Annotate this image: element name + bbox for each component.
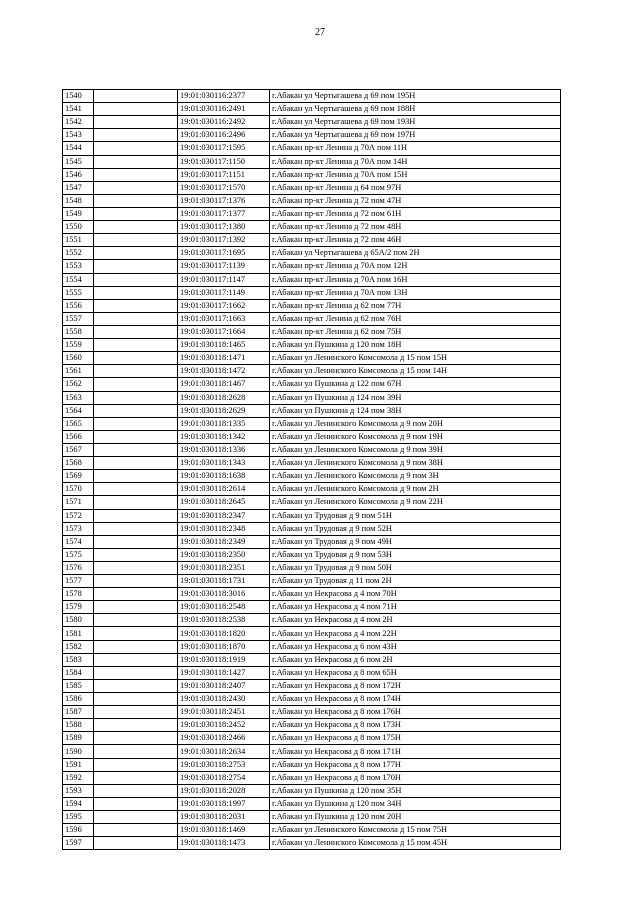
blank-cell: [94, 837, 178, 850]
address-cell: г.Абакан ул Некрасова д 8 пом 176Н: [270, 706, 561, 719]
cadastral-number-cell: 19:01:030118:2349: [178, 535, 270, 548]
table-row: [63, 443, 561, 456]
cadastral-number-cell: 19:01:030118:1465: [178, 339, 270, 352]
blank-cell: [94, 797, 178, 810]
blank-cell: [94, 811, 178, 824]
blank-cell: [94, 325, 178, 338]
row-number-cell: 1594: [63, 797, 94, 810]
cadastral-number-cell: 19:01:030118:1473: [178, 837, 270, 850]
address-cell: г.Абакан ул Трудовая д 9 пом 52Н: [270, 522, 561, 535]
blank-cell: [94, 404, 178, 417]
address-cell: г.Абакан пр-кт Ленина д 70А пом 15Н: [270, 168, 561, 181]
address-cell: г.Абакан ул Некрасова д 8 пом 174Н: [270, 693, 561, 706]
row-number-cell: 1597: [63, 837, 94, 850]
blank-cell: [94, 90, 178, 103]
table-row: [63, 116, 561, 129]
address-cell: г.Абакан ул Трудовая д 9 пом 51Н: [270, 509, 561, 522]
blank-cell: [94, 273, 178, 286]
cadastral-number-cell: 19:01:030118:1820: [178, 627, 270, 640]
row-number-cell: 1580: [63, 614, 94, 627]
table-row: [63, 260, 561, 273]
table-row: [63, 693, 561, 706]
address-cell: г.Абакан ул Ленинского Комсомола д 9 пом 3Н: [270, 470, 561, 483]
row-number-cell: 1567: [63, 443, 94, 456]
address-cell: г.Абакан пр-кт Ленина д 64 пом 97Н: [270, 181, 561, 194]
cadastral-number-cell: 19:01:030118:1427: [178, 666, 270, 679]
address-cell: г.Абакан пр-кт Ленина д 70А пом 14Н: [270, 155, 561, 168]
table-row: [63, 706, 561, 719]
row-number-cell: 1588: [63, 719, 94, 732]
row-number-cell: 1550: [63, 221, 94, 234]
blank-cell: [94, 365, 178, 378]
blank-cell: [94, 824, 178, 837]
blank-cell: [94, 391, 178, 404]
cadastral-number-cell: 19:01:030117:1151: [178, 168, 270, 181]
row-number-cell: 1590: [63, 745, 94, 758]
blank-cell: [94, 129, 178, 142]
blank-cell: [94, 470, 178, 483]
address-cell: г.Абакан пр-кт Ленина д 70А пом 16Н: [270, 273, 561, 286]
address-cell: г.Абакан ул Некрасова д 8 пом 170Н: [270, 771, 561, 784]
row-number-cell: 1548: [63, 194, 94, 207]
cadastral-number-cell: 19:01:030118:2452: [178, 719, 270, 732]
row-number-cell: 1595: [63, 811, 94, 824]
cadastral-number-cell: 19:01:030118:1471: [178, 352, 270, 365]
cadastral-number-cell: 19:01:030118:2538: [178, 614, 270, 627]
row-number-cell: 1568: [63, 457, 94, 470]
blank-cell: [94, 116, 178, 129]
row-number-cell: 1591: [63, 758, 94, 771]
cadastral-number-cell: 19:01:030117:1662: [178, 299, 270, 312]
cadastral-number-cell: 19:01:030118:1467: [178, 378, 270, 391]
table-row: [63, 561, 561, 574]
row-number-cell: 1583: [63, 653, 94, 666]
blank-cell: [94, 352, 178, 365]
row-number-cell: 1589: [63, 732, 94, 745]
cadastral-number-cell: 19:01:030118:2754: [178, 771, 270, 784]
table-row: [63, 339, 561, 352]
cadastral-number-cell: 19:01:030118:2466: [178, 732, 270, 745]
table-row: [63, 234, 561, 247]
blank-cell: [94, 181, 178, 194]
table-row: [63, 365, 561, 378]
row-number-cell: 1540: [63, 90, 94, 103]
table-row: [63, 391, 561, 404]
address-cell: г.Абакан пр-кт Ленина д 72 пом 48Н: [270, 221, 561, 234]
blank-cell: [94, 561, 178, 574]
blank-cell: [94, 614, 178, 627]
blank-cell: [94, 443, 178, 456]
row-number-cell: 1578: [63, 588, 94, 601]
row-number-cell: 1566: [63, 430, 94, 443]
table-row: [63, 129, 561, 142]
row-number-cell: 1575: [63, 548, 94, 561]
blank-cell: [94, 706, 178, 719]
address-cell: г.Абакан ул Пушкина д 124 пом 38Н: [270, 404, 561, 417]
cadastral-number-cell: 19:01:030118:1472: [178, 365, 270, 378]
cadastral-number-cell: 19:01:030117:1377: [178, 207, 270, 220]
address-cell: г.Абакан ул Чертыгашева д 65А/2 пом 2Н: [270, 247, 561, 260]
row-number-cell: 1571: [63, 496, 94, 509]
row-number-cell: 1582: [63, 640, 94, 653]
blank-cell: [94, 142, 178, 155]
row-number-cell: 1570: [63, 483, 94, 496]
cadastral-number-cell: 19:01:030118:2350: [178, 548, 270, 561]
cadastral-number-cell: 19:01:030116:2496: [178, 129, 270, 142]
address-cell: г.Абакан ул Чертыгашева д 69 пом 188Н: [270, 103, 561, 116]
blank-cell: [94, 496, 178, 509]
row-number-cell: 1553: [63, 260, 94, 273]
table-row: [63, 548, 561, 561]
blank-cell: [94, 601, 178, 614]
address-cell: г.Абакан ул Ленинского Комсомола д 9 пом 19Н: [270, 430, 561, 443]
cadastral-number-cell: 19:01:030117:1570: [178, 181, 270, 194]
blank-cell: [94, 378, 178, 391]
cadastral-number-cell: 19:01:030118:1731: [178, 575, 270, 588]
table-row: [63, 312, 561, 325]
row-number-cell: 1554: [63, 273, 94, 286]
cadastral-number-cell: 19:01:030118:2430: [178, 693, 270, 706]
table-row: [63, 286, 561, 299]
address-cell: г.Абакан ул Некрасова д 4 пом 2Н: [270, 614, 561, 627]
table-row: [63, 273, 561, 286]
blank-cell: [94, 653, 178, 666]
table-row: [63, 784, 561, 797]
cadastral-number-cell: 19:01:030116:2491: [178, 103, 270, 116]
table-row: [63, 483, 561, 496]
cadastral-number-cell: 19:01:030117:1147: [178, 273, 270, 286]
table-row: [63, 299, 561, 312]
blank-cell: [94, 784, 178, 797]
blank-cell: [94, 693, 178, 706]
address-cell: г.Абакан ул Пушкина д 120 пом 34Н: [270, 797, 561, 810]
table-row: [63, 679, 561, 692]
table-row: [63, 758, 561, 771]
cadastral-number-cell: 19:01:030117:1664: [178, 325, 270, 338]
table-row: [63, 207, 561, 220]
address-cell: г.Абакан ул Пушкина д 122 пом 67Н: [270, 378, 561, 391]
cadastral-number-cell: 19:01:030118:1343: [178, 457, 270, 470]
table-row: [63, 194, 561, 207]
cadastral-number-cell: 19:01:030118:1997: [178, 797, 270, 810]
blank-cell: [94, 535, 178, 548]
address-cell: г.Абакан пр-кт Ленина д 62 пом 77Н: [270, 299, 561, 312]
address-cell: г.Абакан ул Некрасова д 8 пом 173Н: [270, 719, 561, 732]
table-row: [63, 771, 561, 784]
blank-cell: [94, 575, 178, 588]
address-cell: г.Абакан ул Трудовая д 9 пом 50Н: [270, 561, 561, 574]
blank-cell: [94, 588, 178, 601]
table-row: [63, 811, 561, 824]
address-cell: г.Абакан ул Ленинского Комсомола д 15 пом 75Н: [270, 824, 561, 837]
row-number-cell: 1596: [63, 824, 94, 837]
table-row: [63, 168, 561, 181]
address-cell: г.Абакан ул Ленинского Комсомола д 9 пом 22Н: [270, 496, 561, 509]
cadastral-number-cell: 19:01:030118:1919: [178, 653, 270, 666]
blank-cell: [94, 771, 178, 784]
row-number-cell: 1546: [63, 168, 94, 181]
row-number-cell: 1555: [63, 286, 94, 299]
blank-cell: [94, 548, 178, 561]
row-number-cell: 1558: [63, 325, 94, 338]
blank-cell: [94, 221, 178, 234]
cadastral-number-cell: 19:01:030118:1870: [178, 640, 270, 653]
cadastral-number-cell: 19:01:030118:2407: [178, 679, 270, 692]
table-row: [63, 522, 561, 535]
row-number-cell: 1584: [63, 666, 94, 679]
table-row: [63, 496, 561, 509]
address-cell: г.Абакан ул Некрасова д 8 пом 65Н: [270, 666, 561, 679]
row-number-cell: 1552: [63, 247, 94, 260]
address-cell: г.Абакан ул Ленинского Комсомола д 15 пом 45Н: [270, 837, 561, 850]
row-number-cell: 1587: [63, 706, 94, 719]
address-cell: г.Абакан ул Некрасова д 4 пом 22Н: [270, 627, 561, 640]
address-cell: г.Абакан ул Трудовая д 9 пом 49Н: [270, 535, 561, 548]
cadastral-number-cell: 19:01:030116:2492: [178, 116, 270, 129]
cadastral-number-cell: 19:01:030118:3016: [178, 588, 270, 601]
blank-cell: [94, 640, 178, 653]
table-row: [63, 601, 561, 614]
row-number-cell: 1542: [63, 116, 94, 129]
cadastral-number-cell: 19:01:030117:1392: [178, 234, 270, 247]
address-cell: г.Абакан ул Некрасова д 8 пом 172Н: [270, 679, 561, 692]
row-number-cell: 1559: [63, 339, 94, 352]
blank-cell: [94, 260, 178, 273]
row-number-cell: 1581: [63, 627, 94, 640]
address-cell: г.Абакан ул Некрасова д 4 пом 71Н: [270, 601, 561, 614]
address-cell: г.Абакан ул Некрасова д 6 пом 43Н: [270, 640, 561, 653]
address-cell: г.Абакан ул Ленинского Комсомола д 15 пом 15Н: [270, 352, 561, 365]
address-cell: г.Абакан ул Пушкина д 120 пом 35Н: [270, 784, 561, 797]
address-cell: г.Абакан пр-кт Ленина д 72 пом 46Н: [270, 234, 561, 247]
cadastral-number-cell: 19:01:030118:2347: [178, 509, 270, 522]
row-number-cell: 1562: [63, 378, 94, 391]
blank-cell: [94, 286, 178, 299]
table-row: [63, 417, 561, 430]
row-number-cell: 1564: [63, 404, 94, 417]
address-cell: г.Абакан ул Пушкина д 124 пом 39Н: [270, 391, 561, 404]
row-number-cell: 1544: [63, 142, 94, 155]
table-row: [63, 732, 561, 745]
address-cell: г.Абакан ул Пушкина д 120 пом 20Н: [270, 811, 561, 824]
table-row: [63, 142, 561, 155]
row-number-cell: 1549: [63, 207, 94, 220]
address-cell: г.Абакан пр-кт Ленина д 70А пом 13Н: [270, 286, 561, 299]
blank-cell: [94, 745, 178, 758]
blank-cell: [94, 522, 178, 535]
blank-cell: [94, 207, 178, 220]
blank-cell: [94, 103, 178, 116]
table-row: [63, 352, 561, 365]
address-cell: г.Абакан ул Трудовая д 11 пом 2Н: [270, 575, 561, 588]
table-row: [63, 90, 561, 103]
row-number-cell: 1574: [63, 535, 94, 548]
blank-cell: [94, 430, 178, 443]
blank-cell: [94, 679, 178, 692]
address-cell: г.Абакан пр-кт Ленина д 70А пом 12Н: [270, 260, 561, 273]
table-row: [63, 824, 561, 837]
blank-cell: [94, 234, 178, 247]
row-number-cell: 1586: [63, 693, 94, 706]
table-row: [63, 404, 561, 417]
table-row: [63, 470, 561, 483]
table-row: [63, 457, 561, 470]
page-number: 27: [315, 27, 325, 38]
row-number-cell: 1551: [63, 234, 94, 247]
address-cell: г.Абакан ул Ленинского Комсомола д 9 пом 20Н: [270, 417, 561, 430]
cadastral-number-cell: 19:01:030117:1595: [178, 142, 270, 155]
cadastral-number-cell: 19:01:030117:1139: [178, 260, 270, 273]
address-cell: г.Абакан пр-кт Ленина д 72 пом 47Н: [270, 194, 561, 207]
address-cell: г.Абакан ул Чертыгашева д 69 пом 197Н: [270, 129, 561, 142]
cadastral-number-cell: 19:01:030118:1336: [178, 443, 270, 456]
row-number-cell: 1593: [63, 784, 94, 797]
row-number-cell: 1545: [63, 155, 94, 168]
blank-cell: [94, 758, 178, 771]
property-registry-table: [62, 89, 561, 850]
table-row: [63, 535, 561, 548]
cadastral-number-cell: 19:01:030118:2351: [178, 561, 270, 574]
row-number-cell: 1573: [63, 522, 94, 535]
address-cell: г.Абакан ул Некрасова д 8 пом 175Н: [270, 732, 561, 745]
address-cell: г.Абакан ул Ленинского Комсомола д 15 пом 14Н: [270, 365, 561, 378]
blank-cell: [94, 155, 178, 168]
address-cell: г.Абакан ул Некрасова д 6 пом 2Н: [270, 653, 561, 666]
table-row: [63, 588, 561, 601]
table-row: [63, 666, 561, 679]
cadastral-number-cell: 19:01:030118:2753: [178, 758, 270, 771]
row-number-cell: 1543: [63, 129, 94, 142]
row-number-cell: 1557: [63, 312, 94, 325]
row-number-cell: 1572: [63, 509, 94, 522]
table-row: [63, 378, 561, 391]
blank-cell: [94, 666, 178, 679]
table-row: [63, 719, 561, 732]
address-cell: г.Абакан ул Некрасова д 4 пом 70Н: [270, 588, 561, 601]
blank-cell: [94, 417, 178, 430]
table-row: [63, 181, 561, 194]
row-number-cell: 1541: [63, 103, 94, 116]
blank-cell: [94, 247, 178, 260]
table-row: [63, 247, 561, 260]
row-number-cell: 1569: [63, 470, 94, 483]
cadastral-number-cell: 19:01:030118:2028: [178, 784, 270, 797]
table-row: [63, 325, 561, 338]
cadastral-number-cell: 19:01:030118:2629: [178, 404, 270, 417]
cadastral-number-cell: 19:01:030118:2628: [178, 391, 270, 404]
address-cell: г.Абакан пр-кт Ленина д 62 пом 75Н: [270, 325, 561, 338]
cadastral-number-cell: 19:01:030118:1342: [178, 430, 270, 443]
address-cell: г.Абакан пр-кт Ленина д 72 пом 61Н: [270, 207, 561, 220]
address-cell: г.Абакан ул Ленинского Комсомола д 9 пом 38Н: [270, 457, 561, 470]
row-number-cell: 1556: [63, 299, 94, 312]
blank-cell: [94, 339, 178, 352]
table-row: [63, 640, 561, 653]
table-row: [63, 575, 561, 588]
blank-cell: [94, 509, 178, 522]
cadastral-number-cell: 19:01:030117:1695: [178, 247, 270, 260]
blank-cell: [94, 483, 178, 496]
cadastral-number-cell: 19:01:030118:1469: [178, 824, 270, 837]
address-cell: г.Абакан пр-кт Ленина д 62 пом 76Н: [270, 312, 561, 325]
row-number-cell: 1561: [63, 365, 94, 378]
cadastral-number-cell: 19:01:030118:2451: [178, 706, 270, 719]
cadastral-number-cell: 19:01:030117:1380: [178, 221, 270, 234]
table-row: [63, 627, 561, 640]
table-row: [63, 797, 561, 810]
address-cell: г.Абакан ул Пушкина д 120 пом 18Н: [270, 339, 561, 352]
cadastral-number-cell: 19:01:030118:2031: [178, 811, 270, 824]
row-number-cell: 1547: [63, 181, 94, 194]
blank-cell: [94, 168, 178, 181]
blank-cell: [94, 457, 178, 470]
cadastral-number-cell: 19:01:030118:1335: [178, 417, 270, 430]
table-row: [63, 614, 561, 627]
cadastral-number-cell: 19:01:030117:1149: [178, 286, 270, 299]
blank-cell: [94, 312, 178, 325]
address-cell: г.Абакан ул Некрасова д 8 пом 177Н: [270, 758, 561, 771]
cadastral-number-cell: 19:01:030117:1663: [178, 312, 270, 325]
blank-cell: [94, 194, 178, 207]
address-cell: г.Абакан ул Ленинского Комсомола д 9 пом 39Н: [270, 443, 561, 456]
address-cell: г.Абакан пр-кт Ленина д 70А пом 11Н: [270, 142, 561, 155]
row-number-cell: 1577: [63, 575, 94, 588]
table-row: [63, 509, 561, 522]
cadastral-number-cell: 19:01:030118:2645: [178, 496, 270, 509]
blank-cell: [94, 732, 178, 745]
cadastral-number-cell: 19:01:030118:2614: [178, 483, 270, 496]
cadastral-number-cell: 19:01:030118:2348: [178, 522, 270, 535]
address-cell: г.Абакан ул Трудовая д 9 пом 53Н: [270, 548, 561, 561]
table-row: [63, 221, 561, 234]
row-number-cell: 1576: [63, 561, 94, 574]
table-row: [63, 155, 561, 168]
table-row: [63, 103, 561, 116]
row-number-cell: 1579: [63, 601, 94, 614]
cadastral-number-cell: 19:01:030117:1150: [178, 155, 270, 168]
table-row: [63, 653, 561, 666]
blank-cell: [94, 627, 178, 640]
table-row: [63, 837, 561, 850]
blank-cell: [94, 299, 178, 312]
cadastral-number-cell: 19:01:030118:1638: [178, 470, 270, 483]
address-cell: г.Абакан ул Некрасова д 8 пом 171Н: [270, 745, 561, 758]
table-row: [63, 745, 561, 758]
row-number-cell: 1565: [63, 417, 94, 430]
row-number-cell: 1563: [63, 391, 94, 404]
row-number-cell: 1585: [63, 679, 94, 692]
cadastral-number-cell: 19:01:030118:2634: [178, 745, 270, 758]
address-cell: г.Абакан ул Чертыгашева д 69 пом 193Н: [270, 116, 561, 129]
cadastral-number-cell: 19:01:030117:1376: [178, 194, 270, 207]
blank-cell: [94, 719, 178, 732]
table-body: [63, 90, 561, 850]
cadastral-number-cell: 19:01:030118:2548: [178, 601, 270, 614]
address-cell: г.Абакан ул Ленинского Комсомола д 9 пом 2Н: [270, 483, 561, 496]
cadastral-number-cell: 19:01:030116:2377: [178, 90, 270, 103]
address-cell: г.Абакан ул Чертыгашева д 69 пом 195Н: [270, 90, 561, 103]
table-row: [63, 430, 561, 443]
row-number-cell: 1592: [63, 771, 94, 784]
row-number-cell: 1560: [63, 352, 94, 365]
